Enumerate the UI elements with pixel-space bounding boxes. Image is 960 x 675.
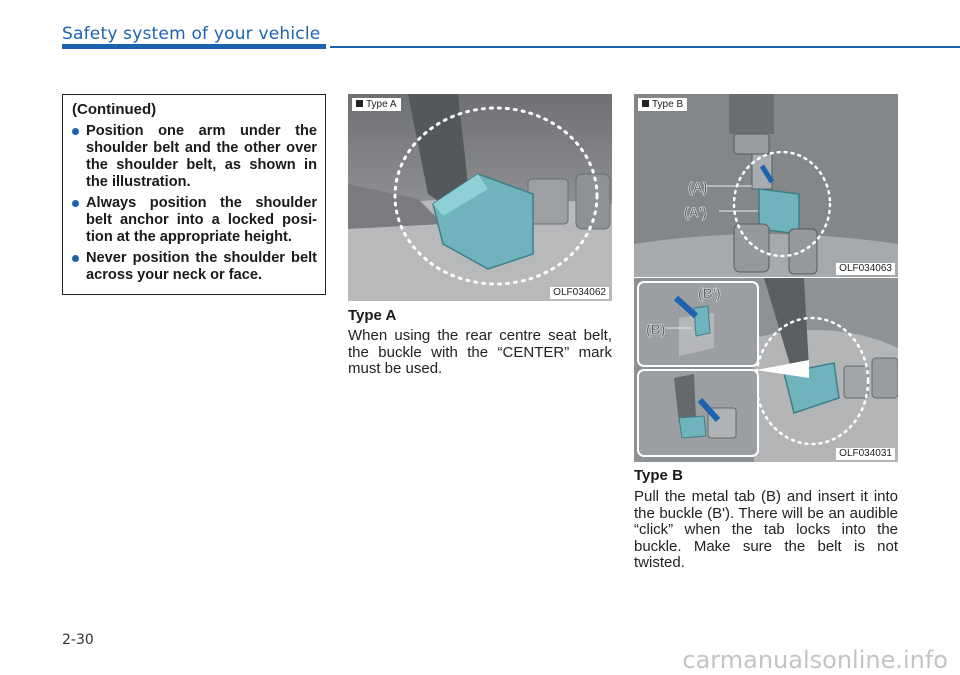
seat-belt-illustration-b-top <box>634 94 898 277</box>
figure-code: OLF034063 <box>836 263 895 275</box>
type-a-text: When using the rear centre seat belt, the buckle with the “CENTER” mark must be used. <box>348 327 612 377</box>
figure-tag: Type B <box>638 98 687 111</box>
title-underline-thin <box>330 46 960 48</box>
warning-item: Position one arm under the shoulder belt and the other over the shoulder belt, as shown in the illustration. <box>72 123 317 191</box>
type-b-heading: Type B <box>634 467 683 484</box>
watermark: carmanualsonline.info <box>682 646 948 674</box>
bullet-icon <box>72 128 79 135</box>
figure-tag: Type A <box>352 98 401 111</box>
figure-type-b-top <box>634 94 898 277</box>
warning-item: Always position the shoulder belt anchor into a locked posi-tion at the appropriate height. <box>72 195 317 246</box>
figure-type-a <box>348 94 612 301</box>
square-icon <box>356 100 363 107</box>
warning-heading: (Continued) <box>72 101 157 118</box>
bullet-icon <box>72 255 79 262</box>
seat-belt-illustration-b-bottom <box>634 278 898 462</box>
type-a-heading: Type A <box>348 307 397 324</box>
page-number: 2-30 <box>62 632 94 648</box>
warning-list <box>72 123 317 284</box>
label-b: (B) <box>646 321 666 337</box>
figure-type-b-bottom <box>634 278 898 462</box>
bullet-icon <box>72 200 79 207</box>
title-underline-thick <box>62 44 326 49</box>
label-a: (A) <box>688 179 708 195</box>
warning-item: Never position the shoulder belt across your neck or face. <box>72 250 317 284</box>
section-title: Safety system of your vehicle <box>62 24 321 44</box>
label-b-prime: (B') <box>698 285 721 301</box>
seat-belt-illustration-a <box>348 94 612 301</box>
figure-code: OLF034062 <box>550 287 609 299</box>
type-b-text: Pull the metal tab (B) and insert it into the buckle (B'). There will be an audible “click” when the tab locks into the buckle. Make sure the belt is not twisted. <box>634 488 898 571</box>
warning-box <box>62 94 326 295</box>
figure-code: OLF034031 <box>836 448 895 460</box>
square-icon <box>642 100 649 107</box>
label-a-prime: (A') <box>684 204 707 220</box>
